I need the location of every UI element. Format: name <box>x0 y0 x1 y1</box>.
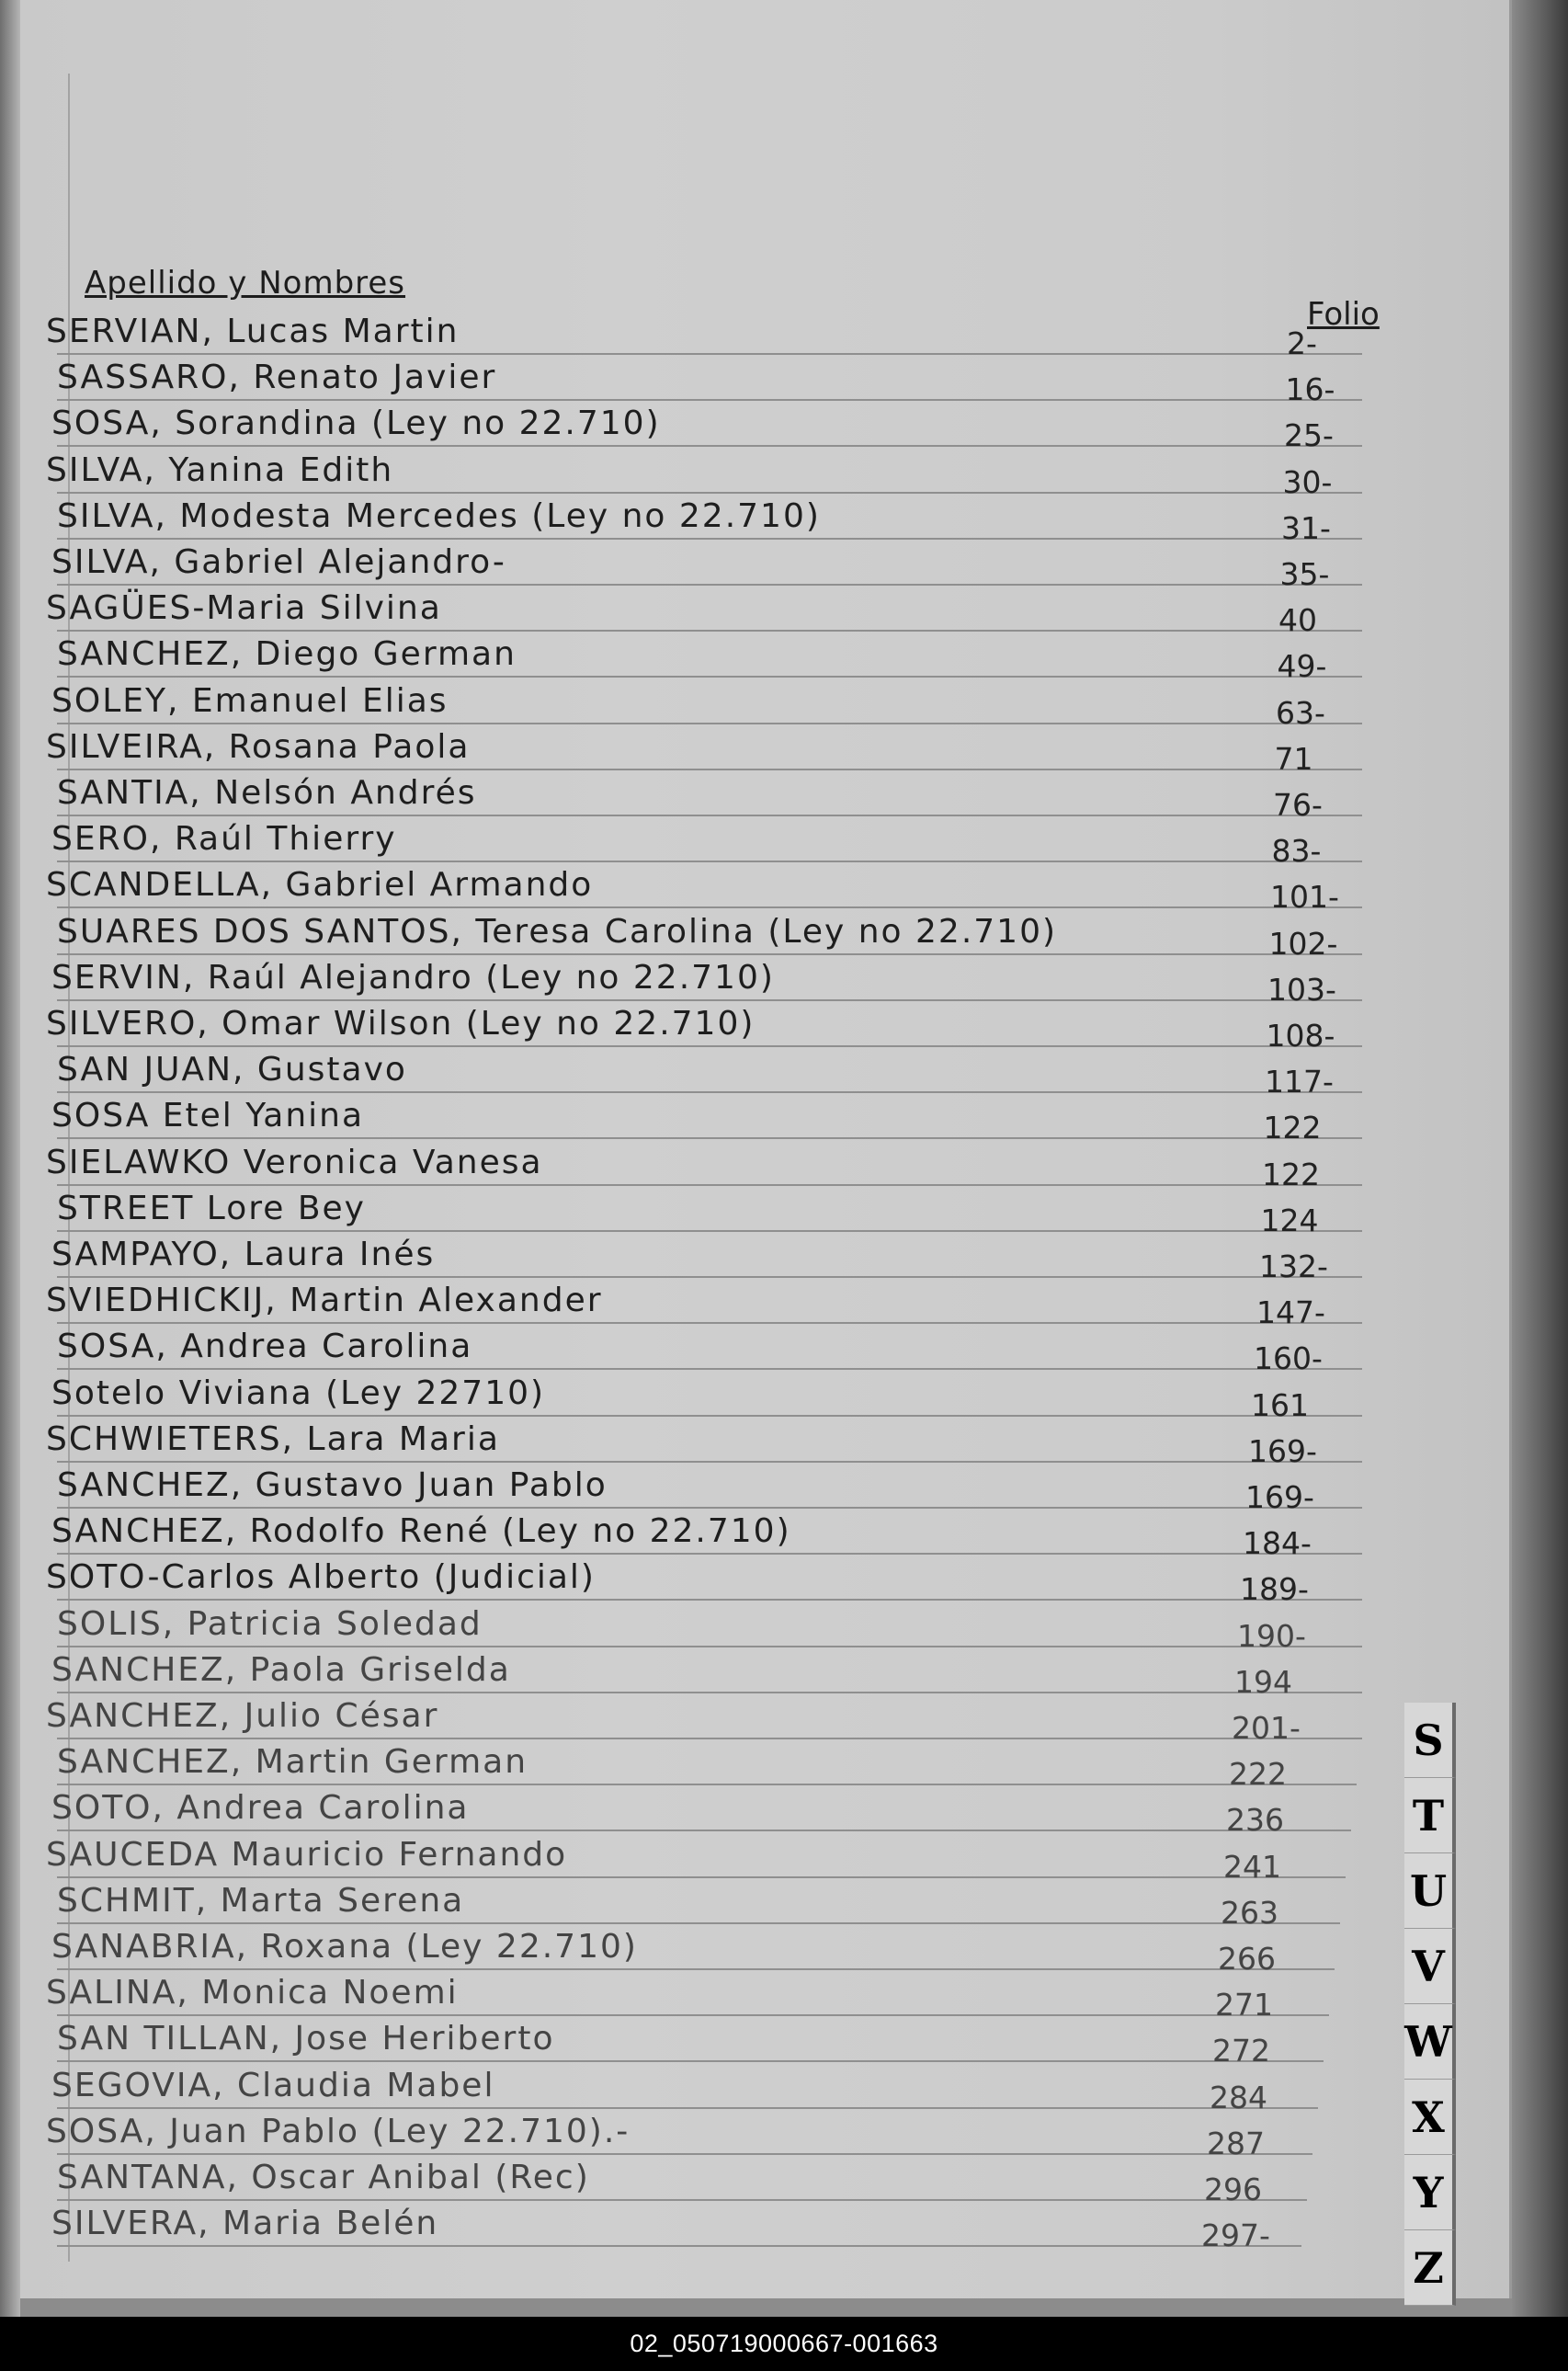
ruled-line <box>57 630 1362 632</box>
entry-folio: 124 <box>1260 1202 1319 1238</box>
entry-name: SANCHEZ, Gustavo Juan Pablo <box>57 1466 608 1504</box>
entry-folio: 263 <box>1221 1894 1278 1931</box>
tab-letter-v[interactable]: V <box>1404 1929 1456 2004</box>
entry-name: SANTIA, Nelsón Andrés <box>57 774 477 812</box>
entry-folio: 122 <box>1262 1156 1320 1192</box>
entry-folio: 297- <box>1201 2217 1270 2254</box>
entry-name: SCHMIT, Marta Serena <box>57 1881 465 1920</box>
entry-folio: 296 <box>1204 2172 1262 2207</box>
entry-name: SILVERO, Omar Wilson (Ley no 22.710) <box>46 1005 756 1043</box>
entry-folio: 122 <box>1263 1110 1322 1146</box>
entry-name: SANCHEZ, Julio César <box>46 1697 439 1735</box>
column-header-folio: Folio <box>1307 296 1380 333</box>
page-left-edge <box>0 0 20 2317</box>
ruled-line <box>57 492 1362 494</box>
entry-folio: 103- <box>1267 971 1336 1008</box>
entry-folio: 30- <box>1282 463 1333 500</box>
ruled-line <box>57 1830 1351 1831</box>
entry-folio: 31- <box>1281 509 1331 546</box>
entry-folio: 189- <box>1240 1571 1309 1608</box>
entry-folio: 271 <box>1215 1987 1273 2023</box>
entry-folio: 201- <box>1232 1710 1301 1746</box>
ruled-line <box>57 1692 1362 1693</box>
ruled-line <box>57 861 1362 862</box>
entry-name: SERVIN, Raúl Alejandro (Ley no 22.710) <box>51 958 775 997</box>
entry-name: SILVERA, Maria Belén <box>51 2205 439 2243</box>
ruled-line <box>57 2107 1318 2109</box>
entry-name: SAUCEDA Mauricio Fernando <box>46 1835 568 1874</box>
entry-name: Sotelo Viviana (Ley 22710) <box>51 1374 546 1412</box>
index-page <box>20 0 1512 2298</box>
entry-name: SOLEY, Emanuel Elias <box>51 681 449 720</box>
entry-folio: 35- <box>1279 556 1330 592</box>
entry-folio: 147- <box>1256 1294 1325 1331</box>
entry-folio: 49- <box>1277 648 1327 685</box>
entry-folio: 184- <box>1243 1525 1312 1562</box>
entry-folio: 76- <box>1273 787 1323 823</box>
entry-folio: 63- <box>1276 694 1325 731</box>
ruled-line <box>57 1368 1362 1370</box>
entry-name: SANCHEZ, Rodolfo René (Ley no 22.710) <box>51 1512 791 1551</box>
entry-name: SOSA, Andrea Carolina <box>57 1328 473 1366</box>
entry-folio: 161 <box>1251 1386 1309 1423</box>
ruled-line <box>57 1968 1335 1970</box>
tab-letter-t[interactable]: T <box>1404 1778 1456 1853</box>
ruled-line <box>57 1599 1362 1601</box>
entry-name: SAN TILLAN, Jose Heriberto <box>57 2020 555 2058</box>
ruled-line <box>57 999 1362 1001</box>
ruled-line <box>57 1738 1362 1739</box>
ruled-line <box>57 815 1362 816</box>
entry-name: SCHWIETERS, Lara Maria <box>46 1419 500 1458</box>
ruled-line <box>57 676 1362 678</box>
entry-name: SILVA, Yanina Edith <box>46 450 394 489</box>
document-footer <box>0 2317 1568 2371</box>
column-header-names: Apellido y Nombres <box>85 265 406 302</box>
entry-folio: 287 <box>1207 2125 1265 2161</box>
entry-name: SAMPAYO, Laura Inés <box>51 1236 436 1273</box>
ruled-line <box>57 445 1362 447</box>
tab-letter-y[interactable]: Y <box>1404 2155 1456 2230</box>
ruled-line <box>57 1922 1340 1924</box>
entry-folio: 25- <box>1284 417 1334 454</box>
ruled-line <box>57 538 1362 540</box>
ruled-line <box>57 1784 1357 1785</box>
entry-folio: 83- <box>1271 833 1322 870</box>
entry-name: STREET Lore Bey <box>57 1189 366 1227</box>
entry-name: SILVA, Modesta Mercedes (Ley no 22.710) <box>57 496 821 535</box>
ruled-line <box>57 1230 1362 1232</box>
ruled-line <box>57 1507 1362 1509</box>
entry-name: SOSA Etel Yanina <box>51 1097 365 1135</box>
entry-name: SAN JUAN, Gustavo <box>57 1051 407 1089</box>
entry-name: SOTO-Carlos Alberto (Judicial) <box>46 1558 596 1597</box>
entry-name: SUARES DOS SANTOS, Teresa Carolina (Ley no 22.710) <box>57 912 1058 951</box>
entry-name: SEGOVIA, Claudia Mabel <box>51 2066 495 2104</box>
tab-letter-w[interactable]: W <box>1404 2004 1456 2080</box>
tab-letter-z[interactable]: Z <box>1404 2230 1456 2306</box>
ruled-line <box>57 1137 1362 1139</box>
ruled-line <box>57 1322 1362 1324</box>
ruled-line <box>57 2245 1301 2247</box>
entry-folio: 284 <box>1210 2079 1267 2115</box>
entry-folio: 40 <box>1278 602 1317 639</box>
ruled-line <box>57 1045 1362 1047</box>
entry-folio: 117- <box>1265 1064 1334 1100</box>
entry-name: SIELAWKO Veronica Vanesa <box>46 1143 543 1181</box>
ruled-line <box>57 2199 1307 2201</box>
ruled-line <box>57 1461 1362 1463</box>
tab-letter-s[interactable]: S <box>1404 1703 1456 1778</box>
entry-name: SANCHEZ, Diego German <box>57 635 517 674</box>
tab-letter-x[interactable]: X <box>1404 2080 1456 2155</box>
ruled-line <box>57 2060 1324 2062</box>
entry-name: SOSA, Sorandina (Ley no 22.710) <box>51 405 661 443</box>
entry-name: SANCHEZ, Martin German <box>57 1743 528 1782</box>
ruled-line <box>57 769 1362 770</box>
entry-name: SVIEDHICKIJ, Martin Alexander <box>46 1282 603 1320</box>
entry-name: SERVIAN, Lucas Martin <box>46 313 460 350</box>
ruled-line <box>57 2153 1312 2155</box>
entry-name: SALINA, Monica Noemi <box>46 1974 459 2012</box>
entry-folio: 190- <box>1237 1617 1306 1654</box>
entry-name: SILVA, Gabriel Alejandro- <box>51 543 506 581</box>
entry-name: SANABRIA, Roxana (Ley 22.710) <box>51 1928 638 1966</box>
entry-folio: 132- <box>1259 1248 1328 1284</box>
ruled-line <box>57 1091 1362 1093</box>
tab-letter-u[interactable]: U <box>1404 1853 1456 1929</box>
entry-folio: 2- <box>1287 325 1317 361</box>
ruled-line <box>57 399 1362 401</box>
document-id: 02_050719000667-001663 <box>630 2330 938 2357</box>
entry-name: SERO, Raúl Thierry <box>51 820 397 859</box>
entry-name: SAGÜES-Maria Silvina <box>46 589 442 628</box>
ruled-line <box>57 723 1362 724</box>
ruled-line <box>57 1276 1362 1278</box>
ruled-line <box>57 353 1362 355</box>
alphabet-tabs <box>1404 1703 1456 2306</box>
entry-name: SASSARO, Renato Javier <box>57 359 497 397</box>
entry-name: SANCHEZ, Paola Griselda <box>51 1650 511 1689</box>
entry-folio: 71 <box>1274 740 1313 777</box>
entry-folio: 108- <box>1266 1018 1335 1054</box>
entry-name: SOTO, Andrea Carolina <box>51 1789 470 1828</box>
ruled-line <box>57 584 1362 586</box>
entry-name: SILVEIRA, Rosana Paola <box>46 727 471 766</box>
entry-name: SANTANA, Oscar Anibal (Rec) <box>57 2159 590 2196</box>
ruled-line <box>57 1876 1346 1878</box>
entry-folio: 222 <box>1229 1756 1287 1793</box>
entry-folio: 169- <box>1245 1479 1314 1515</box>
ruled-line <box>57 1646 1362 1647</box>
entry-folio: 194 <box>1234 1663 1292 1700</box>
ruled-line <box>57 1553 1362 1555</box>
entry-folio: 101- <box>1270 879 1339 916</box>
entry-name: SCANDELLA, Gabriel Armando <box>46 866 594 905</box>
ruled-line <box>57 1184 1362 1186</box>
entry-name: SOSA, Juan Pablo (Ley 22.710).- <box>46 2112 631 2150</box>
ruled-line <box>57 953 1362 955</box>
ruled-line <box>57 2014 1329 2016</box>
entry-folio: 169- <box>1248 1432 1317 1469</box>
entry-folio: 272 <box>1212 2033 1270 2069</box>
entry-folio: 102- <box>1268 925 1338 962</box>
ruled-line <box>57 1415 1362 1417</box>
entry-name: SOLIS, Patricia Soledad <box>57 1604 483 1643</box>
entry-folio: 160- <box>1254 1340 1323 1377</box>
entry-folio: 266 <box>1218 1941 1276 1977</box>
entry-folio: 16- <box>1285 371 1335 408</box>
binder-edge <box>1512 0 1568 2317</box>
entry-folio: 241 <box>1223 1848 1281 1885</box>
ruled-line <box>57 906 1362 908</box>
entry-folio: 236 <box>1226 1802 1284 1839</box>
